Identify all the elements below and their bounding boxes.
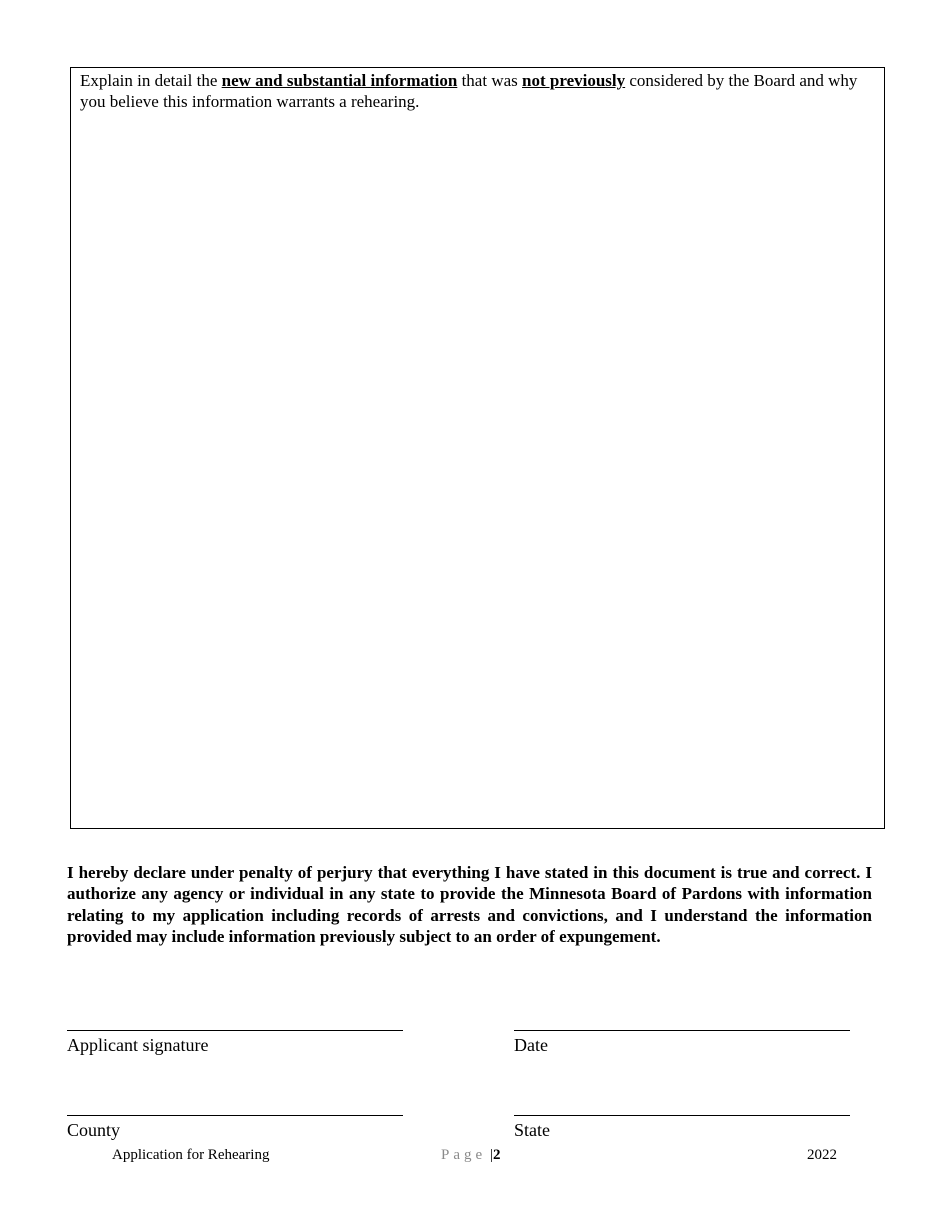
prompt-text-3: considered by the Board and why you believe this information warrants a rehearing. xyxy=(80,71,858,111)
prompt-text-2: that was xyxy=(457,71,523,90)
footer-page-number: 2 xyxy=(492,1147,501,1163)
explanation-box[interactable] xyxy=(70,67,885,829)
footer-year: 2022 xyxy=(807,1147,837,1163)
footer-page-word: Page xyxy=(441,1147,487,1163)
footer-page-indicator xyxy=(441,1146,500,1164)
applicant-signature-line[interactable] xyxy=(67,1030,403,1031)
state-line[interactable] xyxy=(514,1115,850,1116)
prompt-text-1: Explain in detail the xyxy=(80,71,222,90)
date-line[interactable] xyxy=(514,1030,850,1031)
footer-separator: | xyxy=(489,1147,493,1163)
footer-title: Application for Rehearing xyxy=(112,1147,270,1163)
date-label: Date xyxy=(514,1035,548,1055)
county-line[interactable] xyxy=(67,1115,403,1116)
prompt-emphasis-new-info: new and substantial information xyxy=(221,71,458,90)
prompt-emphasis-not-previously: not previously xyxy=(522,71,626,90)
county-label: County xyxy=(67,1120,121,1140)
state-label: State xyxy=(514,1120,550,1140)
explanation-prompt xyxy=(80,70,880,112)
perjury-declaration: I hereby declare under penalty of perjury that everything I have stated in this document is true and correct. I authorize any agency or individual in any state to provide the Minnesota Board of Pardons with information relating to my application including records of arrests and convictions, and I understand the information provided may include information previously subject to an order of expungement. xyxy=(67,863,872,946)
applicant-signature-label: Applicant signature xyxy=(67,1035,209,1055)
